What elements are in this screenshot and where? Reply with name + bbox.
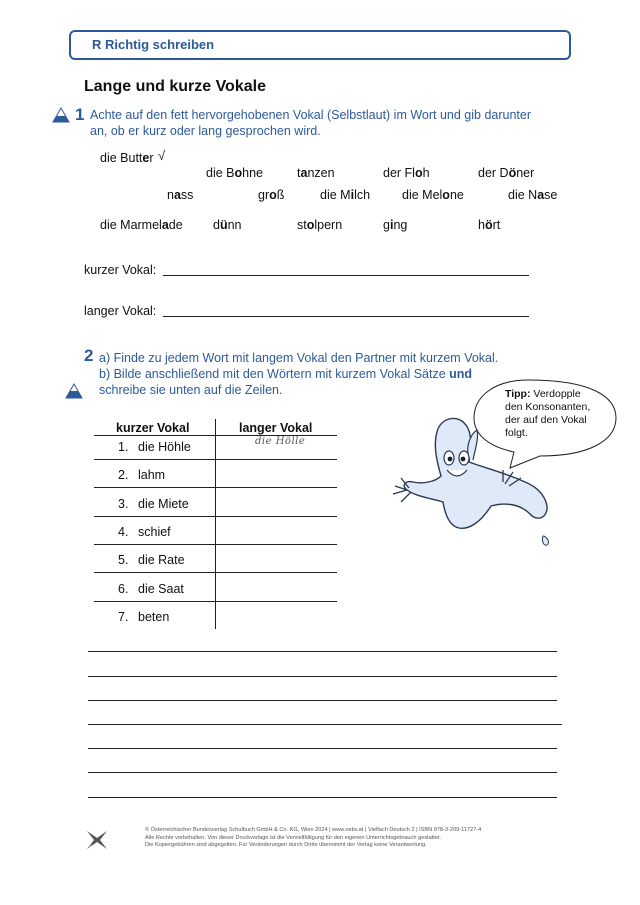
writing-line[interactable] xyxy=(88,676,557,677)
checkmark: √ xyxy=(158,148,166,163)
difficulty-pyramid-icon xyxy=(65,383,83,399)
word-item: ging xyxy=(383,218,408,232)
writing-line[interactable] xyxy=(88,651,557,652)
row-number: 2. xyxy=(118,468,129,483)
ghost-illustration xyxy=(385,410,560,560)
word-item: groß xyxy=(258,188,285,202)
short-vowel-word: beten xyxy=(138,609,170,624)
task-2-line-c: schreibe sie unten auf die Zeilen. xyxy=(99,383,283,397)
row-number: 5. xyxy=(118,553,129,568)
footer-line2: Alle Rechte vorbehalten. Von dieser Druckvorlage ist die Vervielfältigung für den eigenen Unterrichtsgebrauch gestattet. xyxy=(145,834,442,841)
section-header: R Richtig schreiben xyxy=(92,37,215,52)
tip-line1: Tipp: Verdopple xyxy=(505,388,581,400)
short-vowel-word: die Saat xyxy=(138,581,184,596)
word-item: die Nase xyxy=(508,188,558,202)
table-divider xyxy=(215,419,216,629)
table-row-rule xyxy=(94,544,337,545)
short-vowel-word: die Rate xyxy=(138,553,185,568)
row-number: 3. xyxy=(118,496,129,511)
writing-line[interactable] xyxy=(88,724,562,725)
row-number: 1. xyxy=(118,440,129,454)
short-vowel-word: die Höhle xyxy=(138,440,191,454)
word-item: die Butter xyxy=(100,151,154,165)
writing-line[interactable] xyxy=(88,797,557,798)
word-item: nass xyxy=(167,188,194,202)
short-vowel-answer-line[interactable] xyxy=(163,275,529,276)
long-vowel-answer-line[interactable] xyxy=(163,316,529,317)
task-1-number: 1 xyxy=(75,105,85,124)
long-vowel-answer[interactable]: die Hölle xyxy=(255,436,306,447)
word-item: stolpern xyxy=(297,218,343,232)
footer-line1: © Österreichischer Bundesverlag Schulbuch GmbH & Co. KG, Wien 2024 | www.oebv.at | Vielfach Deutsch 2 | ISBN 978-3-209-11727-4 xyxy=(145,827,482,833)
tip-line4: folgt. xyxy=(505,427,528,439)
word-item: tanzen xyxy=(297,166,335,180)
row-number: 4. xyxy=(118,524,129,539)
table-row-rule xyxy=(94,601,337,602)
word-item: die Marmelade xyxy=(100,218,183,232)
task-2-number: 2 xyxy=(84,346,94,365)
table-row-rule xyxy=(94,487,337,488)
short-vowel-word: die Miete xyxy=(138,496,189,511)
word-item: der Floh xyxy=(383,166,430,180)
oebv-logo-text: öbv xyxy=(89,846,100,852)
writing-line[interactable] xyxy=(88,748,557,749)
task-1-instruction-line1: Achte auf den fett hervorgehobenen Vokal (Selbstlaut) im Wort und gib darunter xyxy=(90,108,532,122)
word-item: der Döner xyxy=(478,166,535,180)
oebv-logo xyxy=(84,828,110,852)
word-item: die Bohne xyxy=(206,166,263,180)
task-2-line-b: b) Bilde anschließend mit den Wörtern mit kurzem Vokal Sätze und xyxy=(99,367,473,381)
word-item: die Milch xyxy=(320,188,371,202)
difficulty-pyramid-icon xyxy=(52,107,70,123)
table-row-rule xyxy=(94,459,337,460)
column-header-short: kurzer Vokal xyxy=(116,421,190,435)
word-item: dünn xyxy=(213,218,242,232)
footer-line3: Die Kopiergebühren sind abgegolten. Für Veränderungen durch Dritte übernimmt der Verlag keine Verantwortung. xyxy=(145,842,427,848)
long-vowel-label: langer Vokal: xyxy=(84,304,157,318)
task-2-line-a: a) Finde zu jedem Wort mit langem Vokal den Partner mit kurzem Vokal. xyxy=(99,351,499,365)
page-title: Lange und kurze Vokale xyxy=(84,78,266,95)
footer-text xyxy=(145,827,481,850)
task-1-instruction-line2: an, ob er kurz oder lang gesprochen wird. xyxy=(90,124,321,138)
table-row-rule xyxy=(94,516,337,517)
short-vowel-word: schief xyxy=(138,524,171,539)
tip-line2: den Konsonanten, xyxy=(505,401,591,413)
word-item: die Melone xyxy=(402,188,464,202)
column-header-long: langer Vokal xyxy=(239,421,313,435)
short-vowel-word: lahm xyxy=(138,468,166,483)
writing-line[interactable] xyxy=(88,772,557,773)
table-row-rule xyxy=(94,572,337,573)
short-vowel-label: kurzer Vokal: xyxy=(84,263,157,277)
word-item: hört xyxy=(478,218,501,232)
writing-line[interactable] xyxy=(88,700,557,701)
row-number: 6. xyxy=(118,581,129,596)
tip-line3: der auf den Vokal xyxy=(505,414,587,426)
row-number: 7. xyxy=(118,609,129,624)
